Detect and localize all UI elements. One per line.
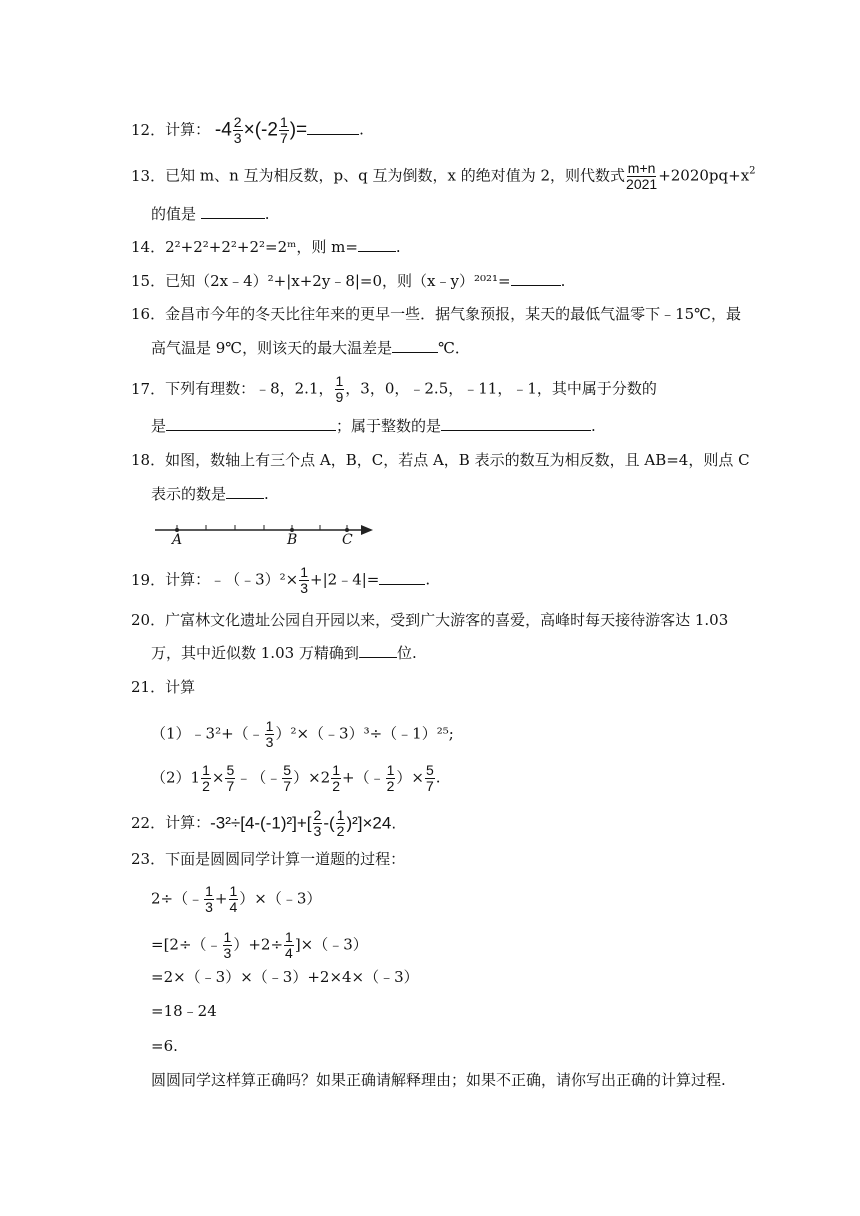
question-16: 16．金昌市今年的冬天比往年来的更早一些．据气象预报，某天的最低气温零下﹣15℃，最 — [131, 305, 741, 323]
question-13: 13．已知 m、n 互为相反数，p、q 互为倒数，x 的绝对值为 2，则代数式 $\frac{m+n}{2021}$ $+2020pq+x^2$ — [131, 160, 756, 192]
question-21-part-1: （1）﹣3²+（﹣ $\frac{1}{3}$ ）²×（﹣3）³÷（﹣1）²⁵; — [151, 718, 454, 750]
fraction: $\frac{1}{3}$ — [300, 564, 309, 596]
fraction: $\frac{1}{3}$ — [205, 883, 213, 915]
question-23-step-2: =[2÷（﹣ $\frac{1}{3}$ ）+2÷ $\frac{1}{4}$ ]×（﹣3） — [151, 929, 368, 961]
question-12: 12．计算： -4 $\frac{2}{3}$ ×(-2 $\frac{1}{7}$ )= . — [131, 114, 364, 146]
question-20-line-2: 万，其中近似数 1.03 万精确到 位. — [151, 644, 417, 662]
fraction: $\frac{1}{4}$ — [229, 883, 238, 915]
fraction: $\frac{1}{2}$ — [332, 762, 340, 794]
fraction: $\frac{1}{4}$ — [285, 929, 293, 961]
answer-blank[interactable] — [359, 643, 397, 658]
fraction: $\frac{5}{7}$ — [283, 762, 292, 794]
question-15: 15．已知（2x﹣4）²+|x+2y﹣8|=0，则（x﹣y）²⁰²¹= . — [131, 272, 566, 290]
point-b-label: B — [287, 532, 298, 548]
question-23-prompt: 圆圆同学这样算正确吗？如果正确请解释理由；如果不正确，请你写出正确的计算过程. — [151, 1071, 726, 1089]
question-22: 22．计算：-3²÷[4-(-1)²]+[ $\frac{2}{3}$ -( $\frac{1}{2}$ )²]×24. — [131, 807, 397, 839]
answer-blank[interactable] — [358, 237, 396, 252]
point-c-label: C — [342, 532, 353, 548]
fraction: $\frac{1}{3}$ — [223, 929, 232, 961]
question-21-part-2: （2）1 $\frac{1}{2}$ × $\frac{5}{7}$ ﹣（﹣ $\frac{5}{7}$ ）×2 $\frac{1}{2}$ +（﹣ $\frac{1}{2}$ ）× $\frac{5}{7}$ . — [151, 762, 441, 794]
point-a-label: A — [172, 532, 183, 548]
answer-blank[interactable] — [307, 120, 359, 135]
answer-blank[interactable] — [379, 570, 425, 585]
question-18: 18．如图，数轴上有三个点 A，B，C，若点 A，B 表示的数互为相反数，且 AB=4，则点 C — [131, 451, 750, 469]
fraction: $\frac{1}{9}$ — [335, 373, 344, 405]
answer-blank[interactable] — [166, 416, 336, 431]
fraction: $\frac{1}{7}$ — [279, 114, 288, 146]
question-20: 20．广富林文化遗址公园自开园以来，受到广大游客的喜爱，高峰时每天接待游客达 1.03 — [131, 611, 729, 629]
fraction: $\frac{m+n}{2021}$ — [626, 160, 658, 192]
number-line-figure — [155, 520, 375, 548]
answer-blank[interactable] — [441, 416, 591, 431]
question-17: 17．下列有理数：﹣8，2.1， $\frac{1}{9}$ ，3，0，﹣2.5，﹣11，﹣1，其中属于分数的 — [131, 373, 657, 405]
question-14: 14．2²+2²+2²+2²=2ᵐ，则 m= . — [131, 238, 401, 256]
fraction: $\frac{2}{3}$ — [313, 807, 322, 839]
fraction: $\frac{2}{3}$ — [233, 114, 242, 146]
question-23: 23．下面是圆圆同学计算一道题的过程： — [131, 850, 406, 868]
answer-blank[interactable] — [511, 271, 561, 286]
question-23-step-5: =6. — [151, 1037, 178, 1055]
answer-blank[interactable] — [201, 204, 265, 219]
answer-blank[interactable] — [226, 484, 264, 499]
fraction: $\frac{1}{2}$ — [386, 762, 395, 794]
fraction: $\frac{1}{2}$ — [202, 762, 210, 794]
question-23-step-1: 2÷（﹣ $\frac{1}{3}$ + $\frac{1}{4}$ ）×（﹣3） — [151, 883, 322, 915]
question-13-line-2: 的值是 . — [151, 205, 270, 223]
question-18-line-2: 表示的数是 . — [151, 485, 269, 503]
question-23-step-3: =2×（﹣3）×（﹣3）+2×4×（﹣3） — [151, 968, 419, 986]
question-17-line-2: 是 ；属于整数的是 . — [151, 417, 596, 435]
question-21: 21．计算 — [131, 678, 196, 696]
fraction: $\frac{1}{3}$ — [265, 718, 274, 750]
question-16-line-2: 高气温是 9℃，则该天的最大温差是 ℃． — [151, 339, 470, 357]
question-23-step-4: =18﹣24 — [151, 1002, 217, 1020]
fraction: $\frac{1}{2}$ — [336, 807, 345, 839]
answer-blank[interactable] — [392, 338, 438, 353]
fraction: $\frac{5}{7}$ — [425, 762, 434, 794]
fraction: $\frac{5}{7}$ — [226, 762, 235, 794]
question-19: 19．计算：﹣（﹣3）²× $\frac{1}{3}$ +|2﹣4|= . — [131, 564, 431, 596]
